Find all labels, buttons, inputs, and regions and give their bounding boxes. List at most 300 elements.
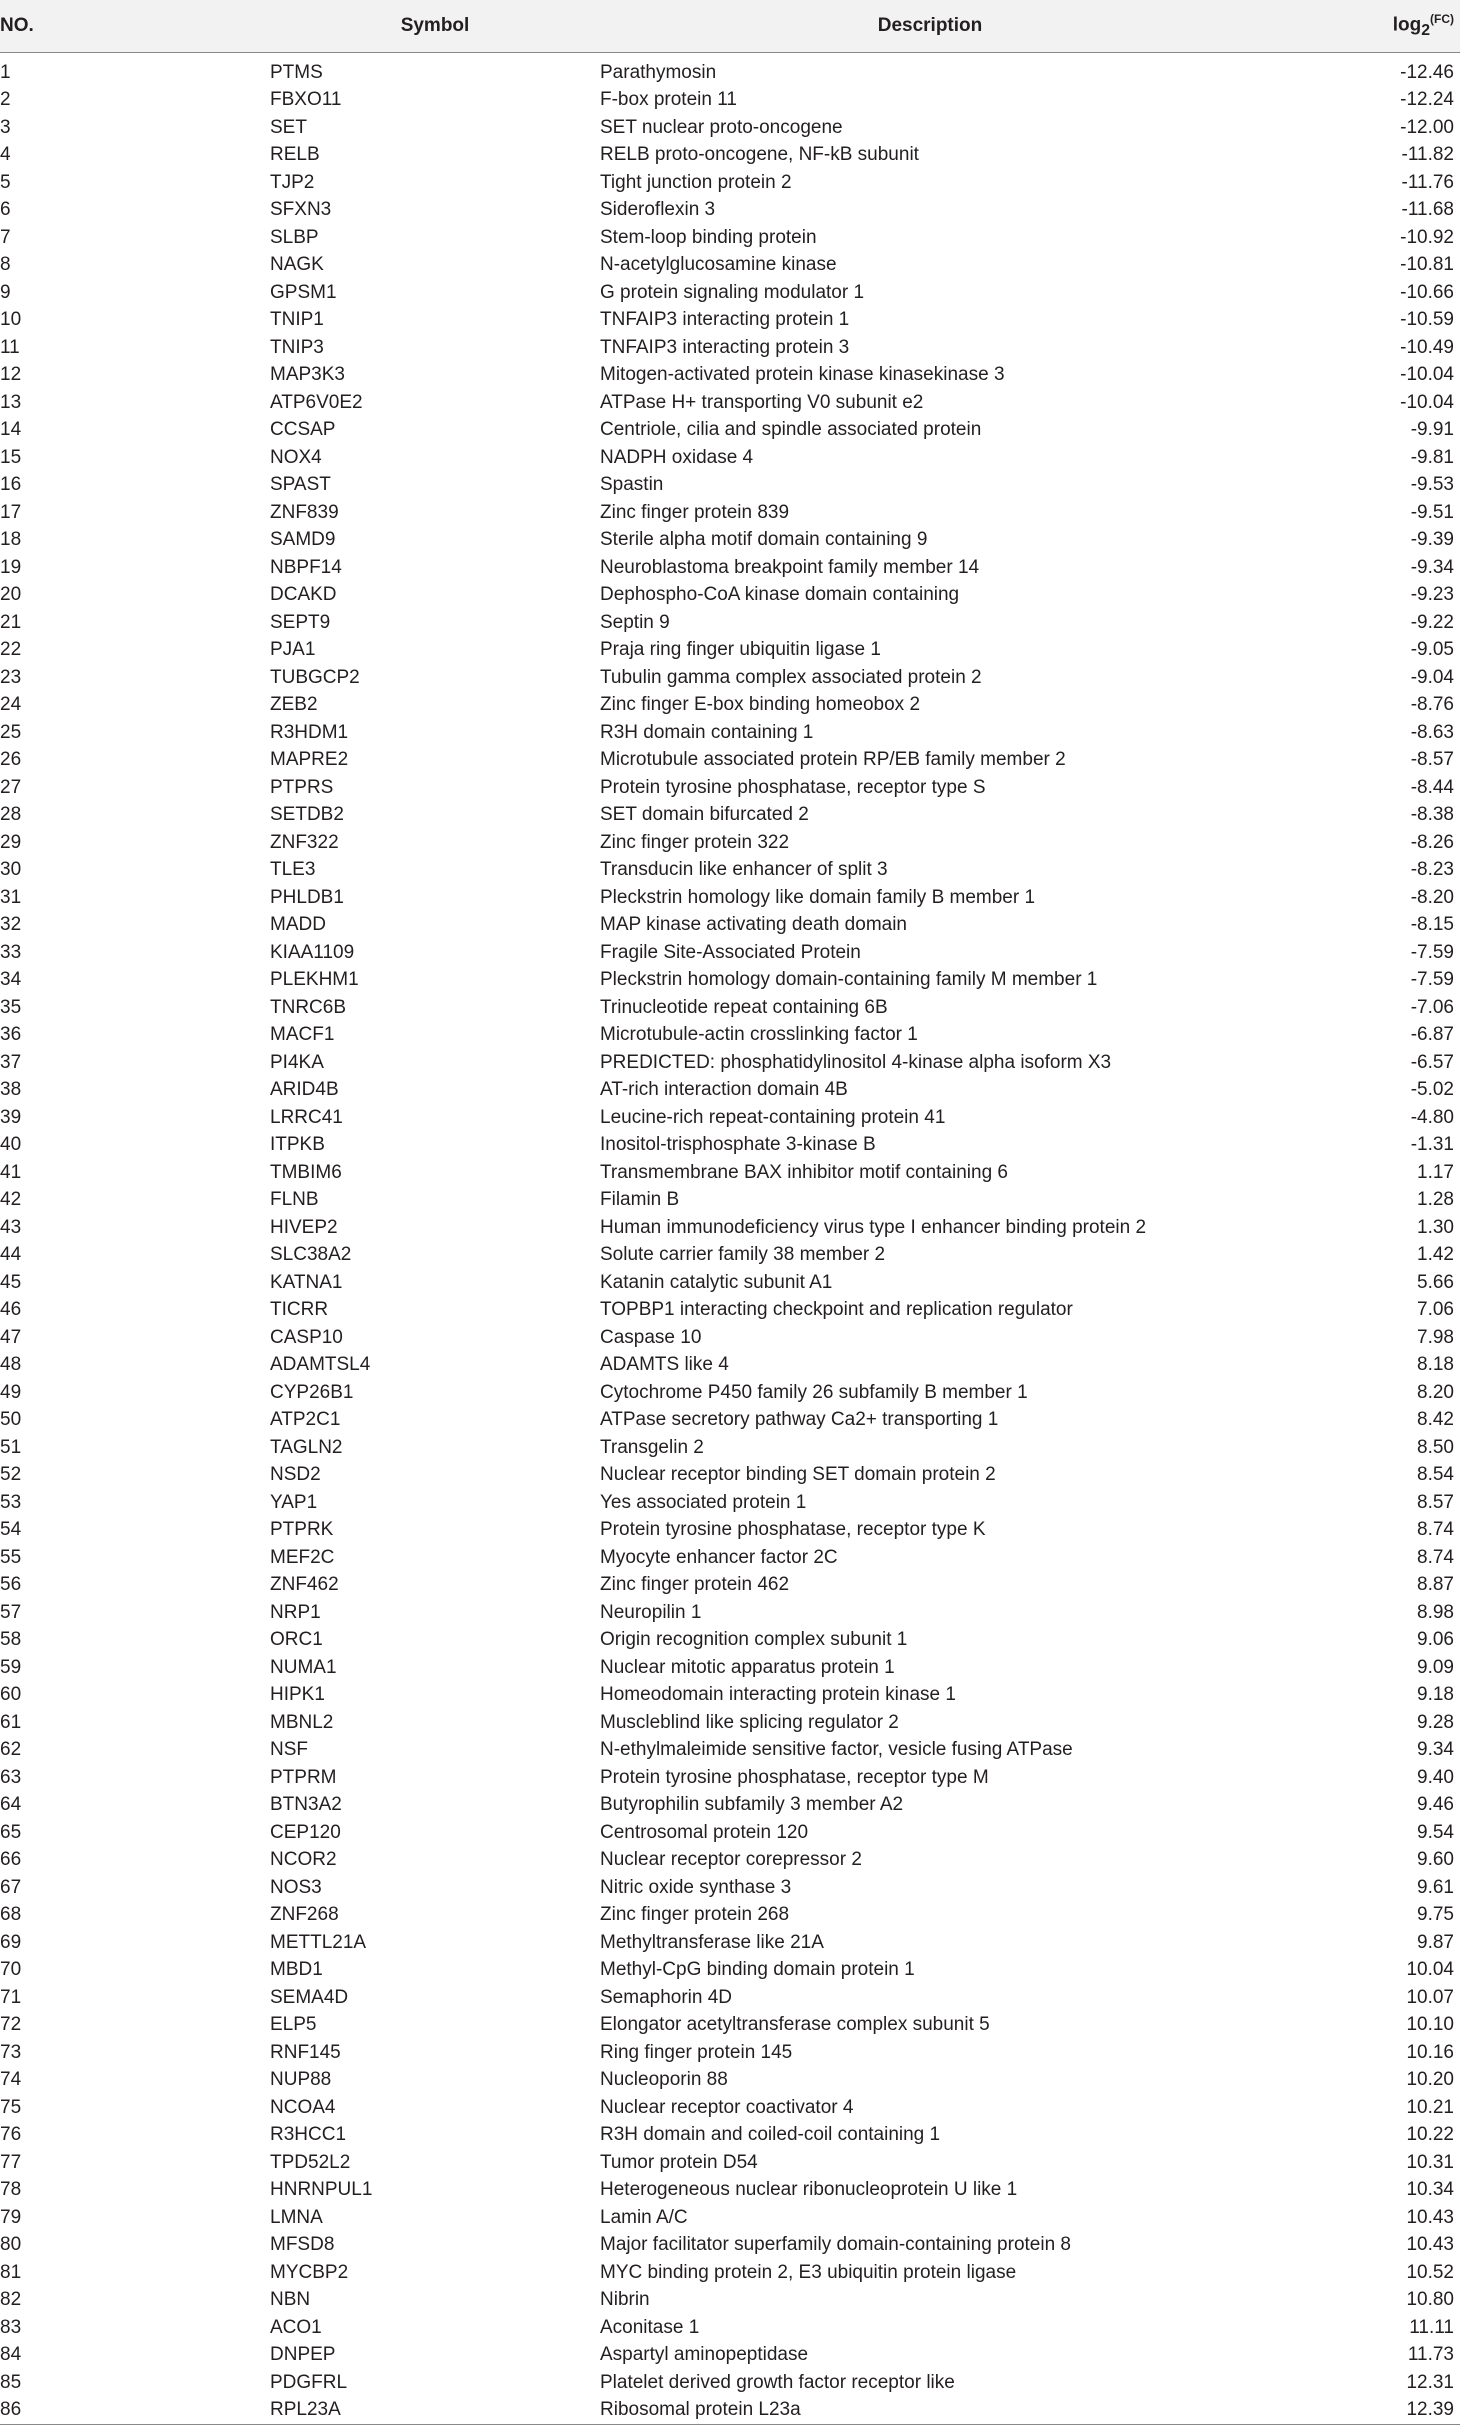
row-number: 69: [0, 1931, 22, 1953]
log2fc-value: 8.50: [1417, 1436, 1454, 1458]
table-row: [0, 1626, 1460, 1654]
row-number: 4: [0, 144, 11, 165]
table-row: [0, 2231, 1460, 2259]
row-number: 20: [0, 584, 22, 605]
gene-symbol: CYP26B1: [270, 1381, 354, 1403]
gene-description: Solute carrier family 38 member 2: [600, 1244, 886, 1265]
table-row: [0, 1956, 1460, 1984]
header-description: Description: [600, 0, 1260, 52]
gene-description: Transgelin 2: [600, 1436, 704, 1458]
row-number: 54: [0, 1519, 22, 1540]
header-log2fc-sub: 2: [1421, 21, 1430, 39]
table-row: [0, 169, 1460, 197]
table-row: [0, 554, 1460, 582]
table-row: [0, 939, 1460, 967]
gene-symbol: SET: [270, 116, 307, 138]
gene-description: Centriole, cilia and spindle associated protein: [600, 419, 982, 440]
gene-description: Aconitase 1: [600, 2316, 700, 2338]
gene-description: Praja ring finger ubiquitin ligase 1: [600, 639, 881, 660]
gene-symbol: NOS3: [270, 1876, 322, 1898]
row-number: 86: [0, 2399, 22, 2420]
row-number: 16: [0, 474, 22, 495]
table-row: [0, 1406, 1460, 1434]
gene-symbol: NCOA4: [270, 2096, 336, 2118]
row-number: 40: [0, 1134, 22, 1155]
gene-symbol: GPSM1: [270, 281, 337, 303]
gene-description: Nucleoporin 88: [600, 2069, 728, 2090]
log2fc-value: -9.51: [1410, 501, 1454, 523]
table-row: [0, 1269, 1460, 1297]
log2fc-value: 7.98: [1417, 1326, 1454, 1348]
row-number: 56: [0, 1574, 22, 1595]
gene-symbol: TNIP1: [270, 309, 324, 330]
log2fc-value: 10.20: [1406, 2069, 1454, 2090]
table-row: [0, 856, 1460, 884]
gene-symbol: METTL21A: [270, 1931, 367, 1953]
gene-description: Ribosomal protein L23a: [600, 2399, 801, 2420]
gene-description: AT-rich interaction domain 4B: [600, 1079, 848, 1100]
gene-description: Protein tyrosine phosphatase, receptor type S: [600, 776, 986, 798]
log2fc-value: 1.42: [1417, 1244, 1454, 1265]
table-row: [0, 499, 1460, 527]
log2fc-value: -7.59: [1410, 941, 1454, 963]
gene-description: Transmembrane BAX inhibitor motif containing 6: [600, 1161, 1008, 1183]
row-number: 6: [0, 199, 11, 220]
gene-symbol: SEMA4D: [270, 1986, 349, 2008]
log2fc-value: -8.20: [1410, 886, 1454, 908]
gene-symbol: R3HDM1: [270, 721, 349, 743]
gene-description: Microtubule associated protein RP/EB family member 2: [600, 749, 1066, 770]
log2fc-value: 10.10: [1406, 2014, 1454, 2035]
table-row: [0, 2094, 1460, 2122]
row-number: 27: [0, 776, 22, 798]
row-number: 58: [0, 1629, 22, 1650]
row-number: 12: [0, 364, 22, 385]
gene-symbol: TMBIM6: [270, 1161, 342, 1183]
row-number: 51: [0, 1436, 22, 1458]
gene-description: Sideroflexin 3: [600, 199, 716, 220]
row-number: 72: [0, 2014, 22, 2035]
gene-description: Yes associated protein 1: [600, 1491, 807, 1513]
row-number: 71: [0, 1986, 22, 2008]
gene-symbol: FLNB: [270, 1189, 319, 1210]
gene-symbol: MACF1: [270, 1024, 335, 1045]
gene-description: Spastin: [600, 474, 664, 495]
gene-symbol: HIPK1: [270, 1684, 325, 1705]
gene-description: Caspase 10: [600, 1326, 702, 1348]
gene-description: Inositol-trisphosphate 3-kinase B: [600, 1134, 876, 1155]
gene-symbol: LMNA: [270, 2206, 323, 2228]
row-number: 66: [0, 1849, 22, 1870]
gene-description: Tumor protein D54: [600, 2151, 758, 2173]
log2fc-value: 8.54: [1417, 1464, 1454, 1485]
row-number: 28: [0, 804, 22, 825]
log2fc-value: -9.39: [1410, 529, 1454, 550]
table-row: [0, 1571, 1460, 1599]
table-row: [0, 1599, 1460, 1627]
gene-symbol: PJA1: [270, 639, 316, 660]
table-row: [0, 444, 1460, 472]
gene-description: Butyrophilin subfamily 3 member A2: [600, 1794, 904, 1815]
gene-description: SET domain bifurcated 2: [600, 804, 809, 825]
row-number: 5: [0, 171, 11, 193]
log2fc-value: -10.92: [1400, 226, 1454, 248]
gene-description: Lamin A/C: [600, 2206, 688, 2228]
gene-symbol: SFXN3: [270, 199, 332, 220]
table-row: [0, 801, 1460, 829]
log2fc-value: -11.68: [1401, 199, 1454, 220]
table-row: [0, 1324, 1460, 1352]
log2fc-value: 10.16: [1406, 2041, 1454, 2063]
gene-symbol: MBNL2: [270, 1711, 334, 1733]
gene-description: Nuclear receptor corepressor 2: [600, 1849, 862, 1870]
header-symbol: Symbol: [270, 0, 600, 52]
table-row: [0, 1901, 1460, 1929]
log2fc-value: -9.22: [1410, 611, 1454, 633]
gene-description: F-box protein 11: [600, 89, 737, 110]
gene-symbol: CCSAP: [270, 419, 336, 440]
table-row: [0, 1709, 1460, 1737]
row-number: 55: [0, 1546, 22, 1568]
table-row: [0, 884, 1460, 912]
log2fc-value: 10.07: [1406, 1986, 1454, 2008]
gene-symbol: MAP3K3: [270, 364, 345, 385]
log2fc-value: -9.05: [1410, 639, 1454, 660]
row-number: 36: [0, 1024, 22, 1045]
log2fc-value: -7.59: [1410, 969, 1454, 990]
row-number: 52: [0, 1464, 22, 1485]
log2fc-value: -9.81: [1410, 446, 1454, 468]
log2fc-value: -10.59: [1400, 309, 1454, 330]
row-number: 29: [0, 831, 22, 853]
gene-symbol: R3HCC1: [270, 2124, 347, 2145]
row-number: 10: [0, 309, 22, 330]
gene-description: Zinc finger protein 322: [600, 831, 790, 853]
row-number: 67: [0, 1876, 22, 1898]
table-row: [0, 1351, 1460, 1379]
log2fc-value: 9.40: [1417, 1766, 1454, 1788]
header-log2fc: [1260, 0, 1460, 52]
table-row: [0, 719, 1460, 747]
gene-description: Tubulin gamma complex associated protein 2: [600, 666, 982, 688]
gene-symbol: ADAMTSL4: [270, 1354, 371, 1375]
gene-description: Semaphorin 4D: [600, 1986, 733, 2008]
gene-description: Neuroblastoma breakpoint family member 14: [600, 556, 980, 578]
gene-symbol: NRP1: [270, 1601, 321, 1623]
table-row: [0, 1654, 1460, 1682]
log2fc-value: 8.18: [1417, 1354, 1454, 1375]
row-number: 35: [0, 996, 22, 1018]
table-row: [0, 1984, 1460, 2012]
row-number: 60: [0, 1684, 22, 1705]
row-number: 13: [0, 391, 22, 413]
row-number: 11: [0, 336, 20, 358]
table-row: [0, 609, 1460, 637]
log2fc-value: 8.74: [1417, 1519, 1454, 1540]
gene-symbol: SLBP: [270, 226, 319, 248]
table-row: [0, 1379, 1460, 1407]
gene-symbol: RPL23A: [270, 2399, 341, 2420]
table-row: [0, 1186, 1460, 1214]
log2fc-value: -10.04: [1400, 391, 1454, 413]
gene-description: PREDICTED: phosphatidylinositol 4-kinase alpha isoform X3: [600, 1051, 1112, 1073]
log2fc-value: -9.34: [1410, 556, 1454, 578]
log2fc-value: 10.43: [1406, 2206, 1454, 2228]
gene-symbol: NSD2: [270, 1464, 321, 1485]
gene-symbol: PTPRM: [270, 1766, 337, 1788]
row-number: 17: [0, 501, 22, 523]
gene-description: Cytochrome P450 family 26 subfamily B member 1: [600, 1381, 1028, 1403]
table-row: [0, 1544, 1460, 1572]
row-number: 41: [0, 1161, 22, 1183]
gene-description: Methyltransferase like 21A: [600, 1931, 824, 1953]
gene-symbol: MADD: [270, 914, 326, 935]
log2fc-value: -8.38: [1410, 804, 1454, 825]
gene-description: N-acetylglucosamine kinase: [600, 254, 837, 275]
gene-description: Stem-loop binding protein: [600, 226, 817, 248]
log2fc-value: -8.26: [1410, 831, 1454, 853]
table-row: [0, 1929, 1460, 1957]
gene-description: Major facilitator superfamily domain-containing protein 8: [600, 2234, 1072, 2255]
log2fc-value: -8.63: [1410, 721, 1454, 743]
table-body: [0, 52, 1460, 2424]
table-row: [0, 581, 1460, 609]
row-number: 61: [0, 1711, 22, 1733]
gene-description: Heterogeneous nuclear ribonucleoprotein U like 1: [600, 2179, 1018, 2200]
gene-symbol: YAP1: [270, 1491, 318, 1513]
row-number: 8: [0, 254, 11, 275]
gene-symbol: FBXO11: [270, 89, 342, 110]
table-row: [0, 224, 1460, 252]
gene-symbol: TJP2: [270, 171, 315, 193]
gene-symbol: DNPEP: [270, 2344, 336, 2365]
table-row: [0, 1461, 1460, 1489]
gene-symbol: ZNF322: [270, 831, 339, 853]
gene-symbol: NBN: [270, 2289, 311, 2310]
table-row: [0, 2039, 1460, 2067]
log2fc-value: -9.04: [1410, 666, 1454, 688]
row-number: 63: [0, 1766, 22, 1788]
gene-description: TNFAIP3 interacting protein 1: [600, 309, 850, 330]
header-no: NO.: [0, 0, 270, 52]
gene-description: Transducin like enhancer of split 3: [600, 859, 888, 880]
row-number: 7: [0, 226, 11, 248]
log2fc-value: -8.57: [1410, 749, 1454, 770]
log2fc-value: 9.28: [1417, 1711, 1454, 1733]
row-number: 22: [0, 639, 22, 660]
table-row: [0, 2341, 1460, 2369]
log2fc-value: 10.22: [1406, 2124, 1454, 2145]
row-number: 64: [0, 1794, 22, 1815]
gene-symbol: MBD1: [270, 1959, 323, 1980]
gene-description: Neuropilin 1: [600, 1601, 702, 1623]
table-row: [0, 526, 1460, 554]
gene-symbol: MFSD8: [270, 2234, 335, 2255]
gene-description: TNFAIP3 interacting protein 3: [600, 336, 850, 358]
row-number: 32: [0, 914, 22, 935]
table-row: [0, 251, 1460, 279]
gene-description: Nuclear mitotic apparatus protein 1: [600, 1656, 895, 1678]
gene-symbol: MEF2C: [270, 1546, 335, 1568]
row-number: 77: [0, 2151, 22, 2173]
gene-symbol: LRRC41: [270, 1106, 343, 1128]
row-number: 19: [0, 556, 22, 578]
gene-description: Fragile Site-Associated Protein: [600, 941, 861, 963]
gene-description: Pleckstrin homology like domain family B member 1: [600, 886, 1036, 908]
log2fc-value: 9.60: [1417, 1849, 1454, 1870]
table-row: [0, 1241, 1460, 1269]
log2fc-value: -9.91: [1410, 419, 1454, 440]
gene-description: Katanin catalytic subunit A1: [600, 1271, 833, 1293]
log2fc-value: -9.23: [1410, 584, 1454, 605]
gene-symbol: BTN3A2: [270, 1794, 342, 1815]
gene-symbol: TICRR: [270, 1299, 329, 1320]
table-row: [0, 1874, 1460, 1902]
row-number: 73: [0, 2041, 22, 2063]
log2fc-value: -11.76: [1401, 171, 1454, 193]
row-number: 81: [0, 2261, 22, 2283]
row-number: 42: [0, 1189, 22, 1210]
gene-description: ATPase H+ transporting V0 subunit e2: [600, 391, 924, 413]
gene-description: Tight junction protein 2: [600, 171, 792, 193]
row-number: 2: [0, 89, 11, 110]
gene-description: Nibrin: [600, 2289, 650, 2310]
table-row: [0, 114, 1460, 142]
gene-symbol: MYCBP2: [270, 2261, 349, 2283]
gene-description: Origin recognition complex subunit 1: [600, 1629, 908, 1650]
gene-symbol: CEP120: [270, 1821, 341, 1843]
gene-symbol: NSF: [270, 1739, 308, 1760]
table-row: [0, 1516, 1460, 1544]
row-number: 85: [0, 2371, 22, 2393]
log2fc-value: -10.81: [1400, 254, 1454, 275]
gene-symbol: PDGFRL: [270, 2371, 348, 2393]
row-number: 46: [0, 1299, 22, 1320]
gene-description: Centrosomal protein 120: [600, 1821, 809, 1843]
log2fc-value: 1.17: [1417, 1161, 1454, 1183]
log2fc-value: 11.11: [1409, 2316, 1454, 2338]
gene-symbol: PTPRS: [270, 776, 334, 798]
gene-symbol: CASP10: [270, 1326, 343, 1348]
row-number: 43: [0, 1216, 22, 1238]
row-number: 47: [0, 1326, 22, 1348]
gene-description: Protein tyrosine phosphatase, receptor type K: [600, 1519, 986, 1540]
table-row: [0, 1104, 1460, 1132]
row-number: 15: [0, 446, 22, 468]
table-row: [0, 774, 1460, 802]
row-number: 80: [0, 2234, 22, 2255]
table-row: [0, 1791, 1460, 1819]
gene-symbol: PLEKHM1: [270, 969, 359, 990]
gene-description: Parathymosin: [600, 61, 717, 83]
gene-symbol: TNIP3: [270, 336, 324, 358]
table-row: [0, 1846, 1460, 1874]
gene-symbol: ARID4B: [270, 1079, 339, 1100]
row-number: 31: [0, 886, 22, 908]
gene-description: MYC binding protein 2, E3 ubiquitin protein ligase: [600, 2261, 1017, 2283]
gene-symbol: SAMD9: [270, 529, 336, 550]
gene-description: ATPase secretory pathway Ca2+ transporting 1: [600, 1409, 999, 1430]
gene-symbol: RNF145: [270, 2041, 341, 2063]
row-number: 45: [0, 1271, 22, 1293]
table-bottom-rule: [0, 2424, 1460, 2425]
gene-symbol: PTMS: [270, 61, 323, 83]
gene-description: MAP kinase activating death domain: [600, 914, 907, 935]
row-number: 1: [0, 61, 11, 83]
table-row: [0, 2396, 1460, 2424]
gene-symbol: NUMA1: [270, 1656, 337, 1678]
table-row: [0, 141, 1460, 169]
log2fc-value: -5.02: [1410, 1079, 1454, 1100]
gene-symbol: NCOR2: [270, 1849, 337, 1870]
log2fc-value: 9.09: [1417, 1656, 1454, 1678]
row-number: 18: [0, 529, 22, 550]
gene-description: Human immunodeficiency virus type I enhancer binding protein 2: [600, 1216, 1147, 1238]
row-number: 48: [0, 1354, 22, 1375]
gene-description: Sterile alpha motif domain containing 9: [600, 529, 928, 550]
log2fc-value: 10.43: [1406, 2234, 1454, 2255]
table-row: [0, 1681, 1460, 1709]
log2fc-value: 1.28: [1417, 1189, 1454, 1210]
gene-description: SET nuclear proto-oncogene: [600, 116, 843, 138]
gene-description: Leucine-rich repeat-containing protein 41: [600, 1106, 946, 1128]
log2fc-value: 12.31: [1406, 2371, 1454, 2393]
log2fc-value: 1.30: [1417, 1216, 1454, 1238]
log2fc-value: 10.80: [1406, 2289, 1454, 2310]
table-row: [0, 746, 1460, 774]
gene-symbol: DCAKD: [270, 584, 337, 605]
gene-description: Filamin B: [600, 1189, 680, 1210]
log2fc-value: -9.53: [1410, 474, 1454, 495]
gene-description: Zinc finger protein 839: [600, 501, 790, 523]
gene-description: Protein tyrosine phosphatase, receptor type M: [600, 1766, 989, 1788]
gene-symbol: SLC38A2: [270, 1244, 352, 1265]
gene-symbol: NAGK: [270, 254, 324, 275]
log2fc-value: 10.31: [1406, 2151, 1454, 2173]
gene-symbol: ATP2C1: [270, 1409, 341, 1430]
log2fc-value: -10.04: [1400, 364, 1454, 385]
row-number: 34: [0, 969, 22, 990]
table-row: [0, 1049, 1460, 1077]
table-row: [0, 1819, 1460, 1847]
gene-description: Homeodomain interacting protein kinase 1: [600, 1684, 956, 1705]
table-row: [0, 2314, 1460, 2342]
log2fc-value: 8.74: [1417, 1546, 1454, 1568]
gene-symbol: TLE3: [270, 859, 316, 880]
gene-symbol: ORC1: [270, 1629, 323, 1650]
log2fc-value: -10.49: [1400, 336, 1454, 358]
row-number: 84: [0, 2344, 22, 2365]
gene-symbol: NBPF14: [270, 556, 342, 578]
gene-symbol: PI4KA: [270, 1051, 324, 1073]
gene-description: TOPBP1 interacting checkpoint and replication regulator: [600, 1299, 1073, 1320]
row-number: 3: [0, 116, 11, 138]
gene-description: Zinc finger protein 268: [600, 1904, 790, 1925]
gene-description: Aspartyl aminopeptidase: [600, 2344, 809, 2365]
row-number: 30: [0, 859, 22, 880]
gene-symbol: ZNF462: [270, 1574, 339, 1595]
log2fc-value: -1.31: [1410, 1134, 1454, 1155]
row-number: 23: [0, 666, 22, 688]
header-log2fc-base: log: [1392, 14, 1422, 36]
table-row: [0, 279, 1460, 307]
log2fc-value: 10.34: [1406, 2179, 1454, 2200]
row-number: 24: [0, 694, 22, 715]
table-row: [0, 2066, 1460, 2094]
table-row: [0, 2149, 1460, 2177]
log2fc-value: 9.18: [1417, 1684, 1454, 1705]
table-row: [0, 664, 1460, 692]
